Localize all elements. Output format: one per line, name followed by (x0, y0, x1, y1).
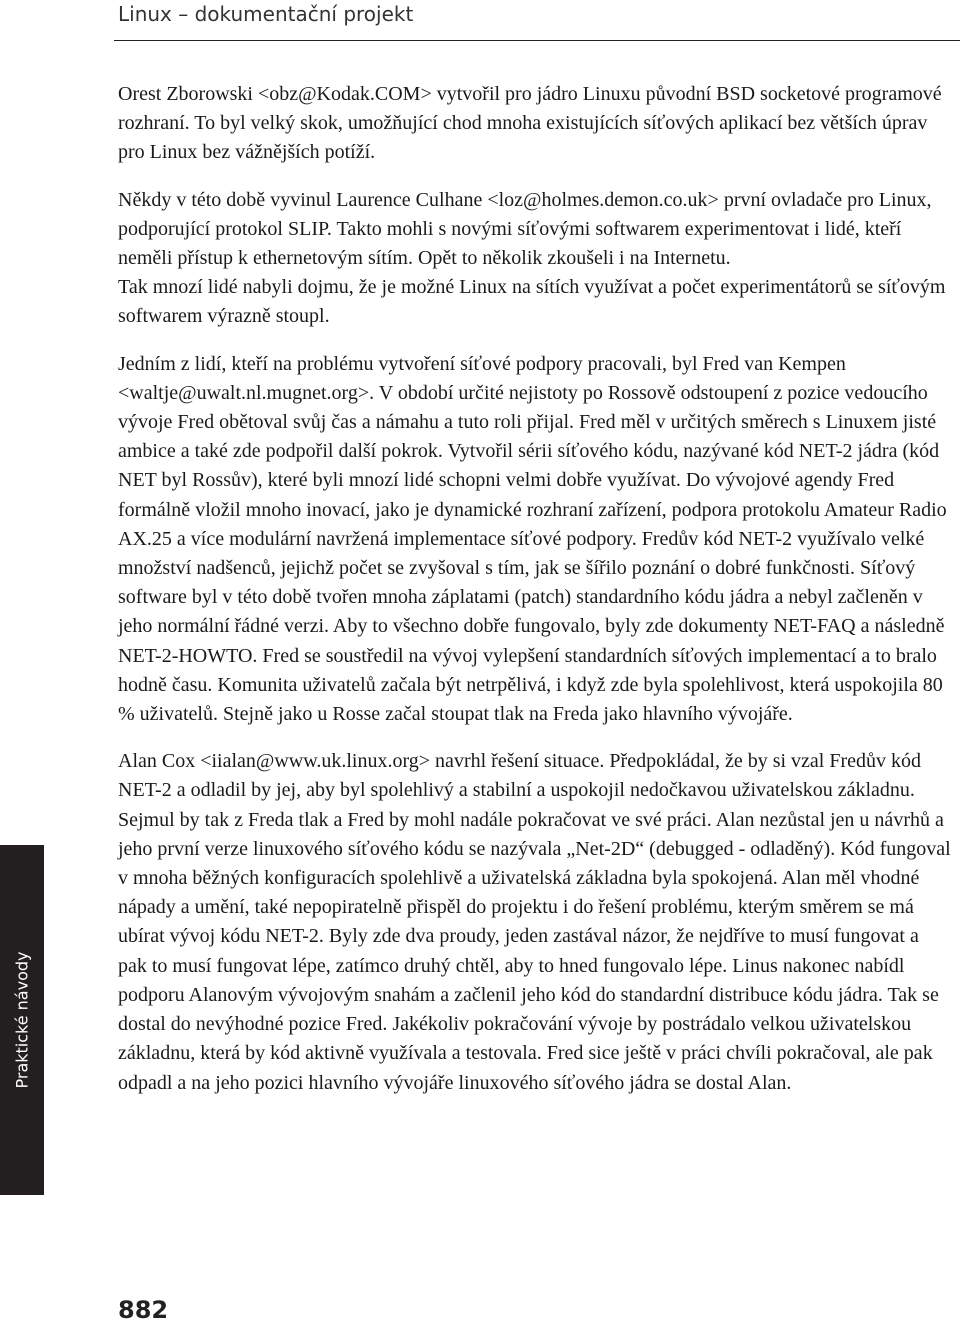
section-tab (0, 845, 44, 1195)
running-header (118, 0, 413, 27)
paragraph: Alan Cox <iialan@www.uk.linux.org> navrhl řešení situace. Předpokládal, že by si vzal Fredův kód NET-2 a odladil by jej, aby byl spolehlivý a stabilní a uspokojil nedočkavou uživatelskou základnu. Sejmul by tak z Freda tlak a Fred by mohl nadále pokračovat ve své práci. Alan nezůstal jen u návrhů a jeho první verze linuxového síťového kódu se nazývala „Net-2D“ (debugged - odladěný). Kód fungoval v mnoha běžných konfiguracích spolehlivě a uživatelská základna byla spokojená. Alan měl vhodné nápady a umění, také nepopiratelně přispěl do projektu i do řešení problému, kterým směrem se má ubírat vývoj kódu NET-2. Byly zde dva proudy, jeden zastával názor, že nejdříve to musí fungovat a pak to musí fungovat lépe, zatímco druhý chtěl, aby to hned fungovalo lépe. Linus nakonec nabídl podporu Alanovým vývojovým snahám a začlenil jeho kód do standardní distribuce kódu jádra. Tak se dostal do nevýhodné pozice Fred. Jakékoliv pokračování vývoje by postrádalo velkou uživatelskou základnu, která by kód aktivně využívala a testovala. Fred sice ještě v práci chvíli pokračoval, ale pak odpadl a na jeho pozici hlavního vývojáře linuxového síťového jádra se dostal Alan. (118, 750, 951, 1094)
section-tab-label: Praktické návody (12, 951, 32, 1089)
running-header-title: Linux – dokumentační projekt (118, 2, 414, 26)
header-rule (114, 40, 960, 41)
paragraph: Jedním z lidí, kteří na problému vytvoření síťové podpory pracovali, byl Fred van Kempen <waltje@uwalt.nl.mugnet.org>. V období určité nejistoty po Rossově odstoupení z pozice vedoucího vývoje Fred obětoval svůj čas a námahu a tuto roli přijal. Fred měl v určitých směrech s Linuxem jisté ambice a také zde podpořil další pokrok. Vytvořil sérii síťového kódu, nazývané kód NET-2 jádra (kód NET byl Rossův), které byli mnozí lidé schopni velmi dobře využívat. Do vývojové agendy Fred formálně vložil mnoho inovací, jako je dynamické rozhraní zařízení, podpora protokolu Amateur Radio AX.25 a více modulární navržená implementace síťové podpory. Fredův kód NET-2 využívalo velké množství nadšenců, jejichž počet se zvyšoval s tím, jak se šířilo poznání o dobré funkčnosti. Síťový software byl v této době tvořen mnoha záplatami (patch) standardního kódu jádra a nebyl začleněn v jeho normální řádné verzi. Aby to všechno dobře fungovalo, byly zde dokumenty NET-FAQ a následně NET-2-HOWTO. Fred se soustředil na vývoj vylepšení standardních síťových implementací a to bralo hodně času. Komunita uživatelů začala být netrpělivá, i když zde byla spolehlivost, která uspokojila 80 % uživatelů. Stejně jako u Rosse začal stoupat tlak na Freda jako hlavního vývojáře. (118, 352, 947, 726)
paragraph: Někdy v této době vyvinul Laurence Culhane <loz@holmes.demon.co.uk> první ovladače pro Linux, podporující protokol SLIP. Takto mohli s novými síťovými softwarem experimentovat i lidé, kteří neměli přístup k ethernetovým sítím. Opět to několik zkoušeli i na Internetu. (118, 188, 932, 270)
paragraph: Tak mnozí lidé nabyli dojmu, že je možné Linux na sítích využívat a počet experimentátorů se síťovým softwarem výrazně stoupl. (118, 276, 946, 328)
page-body (118, 80, 952, 1098)
page-number: 882 (118, 1296, 169, 1324)
paragraph: Orest Zborowski <obz@Kodak.COM> vytvořil pro jádro Linuxu původní BSD socketové programové rozhraní. To byl velký skok, umožňující chod mnoha existujících síťových aplikací bez větších úprav pro Linux bez vážnějších potíží. (118, 83, 942, 164)
